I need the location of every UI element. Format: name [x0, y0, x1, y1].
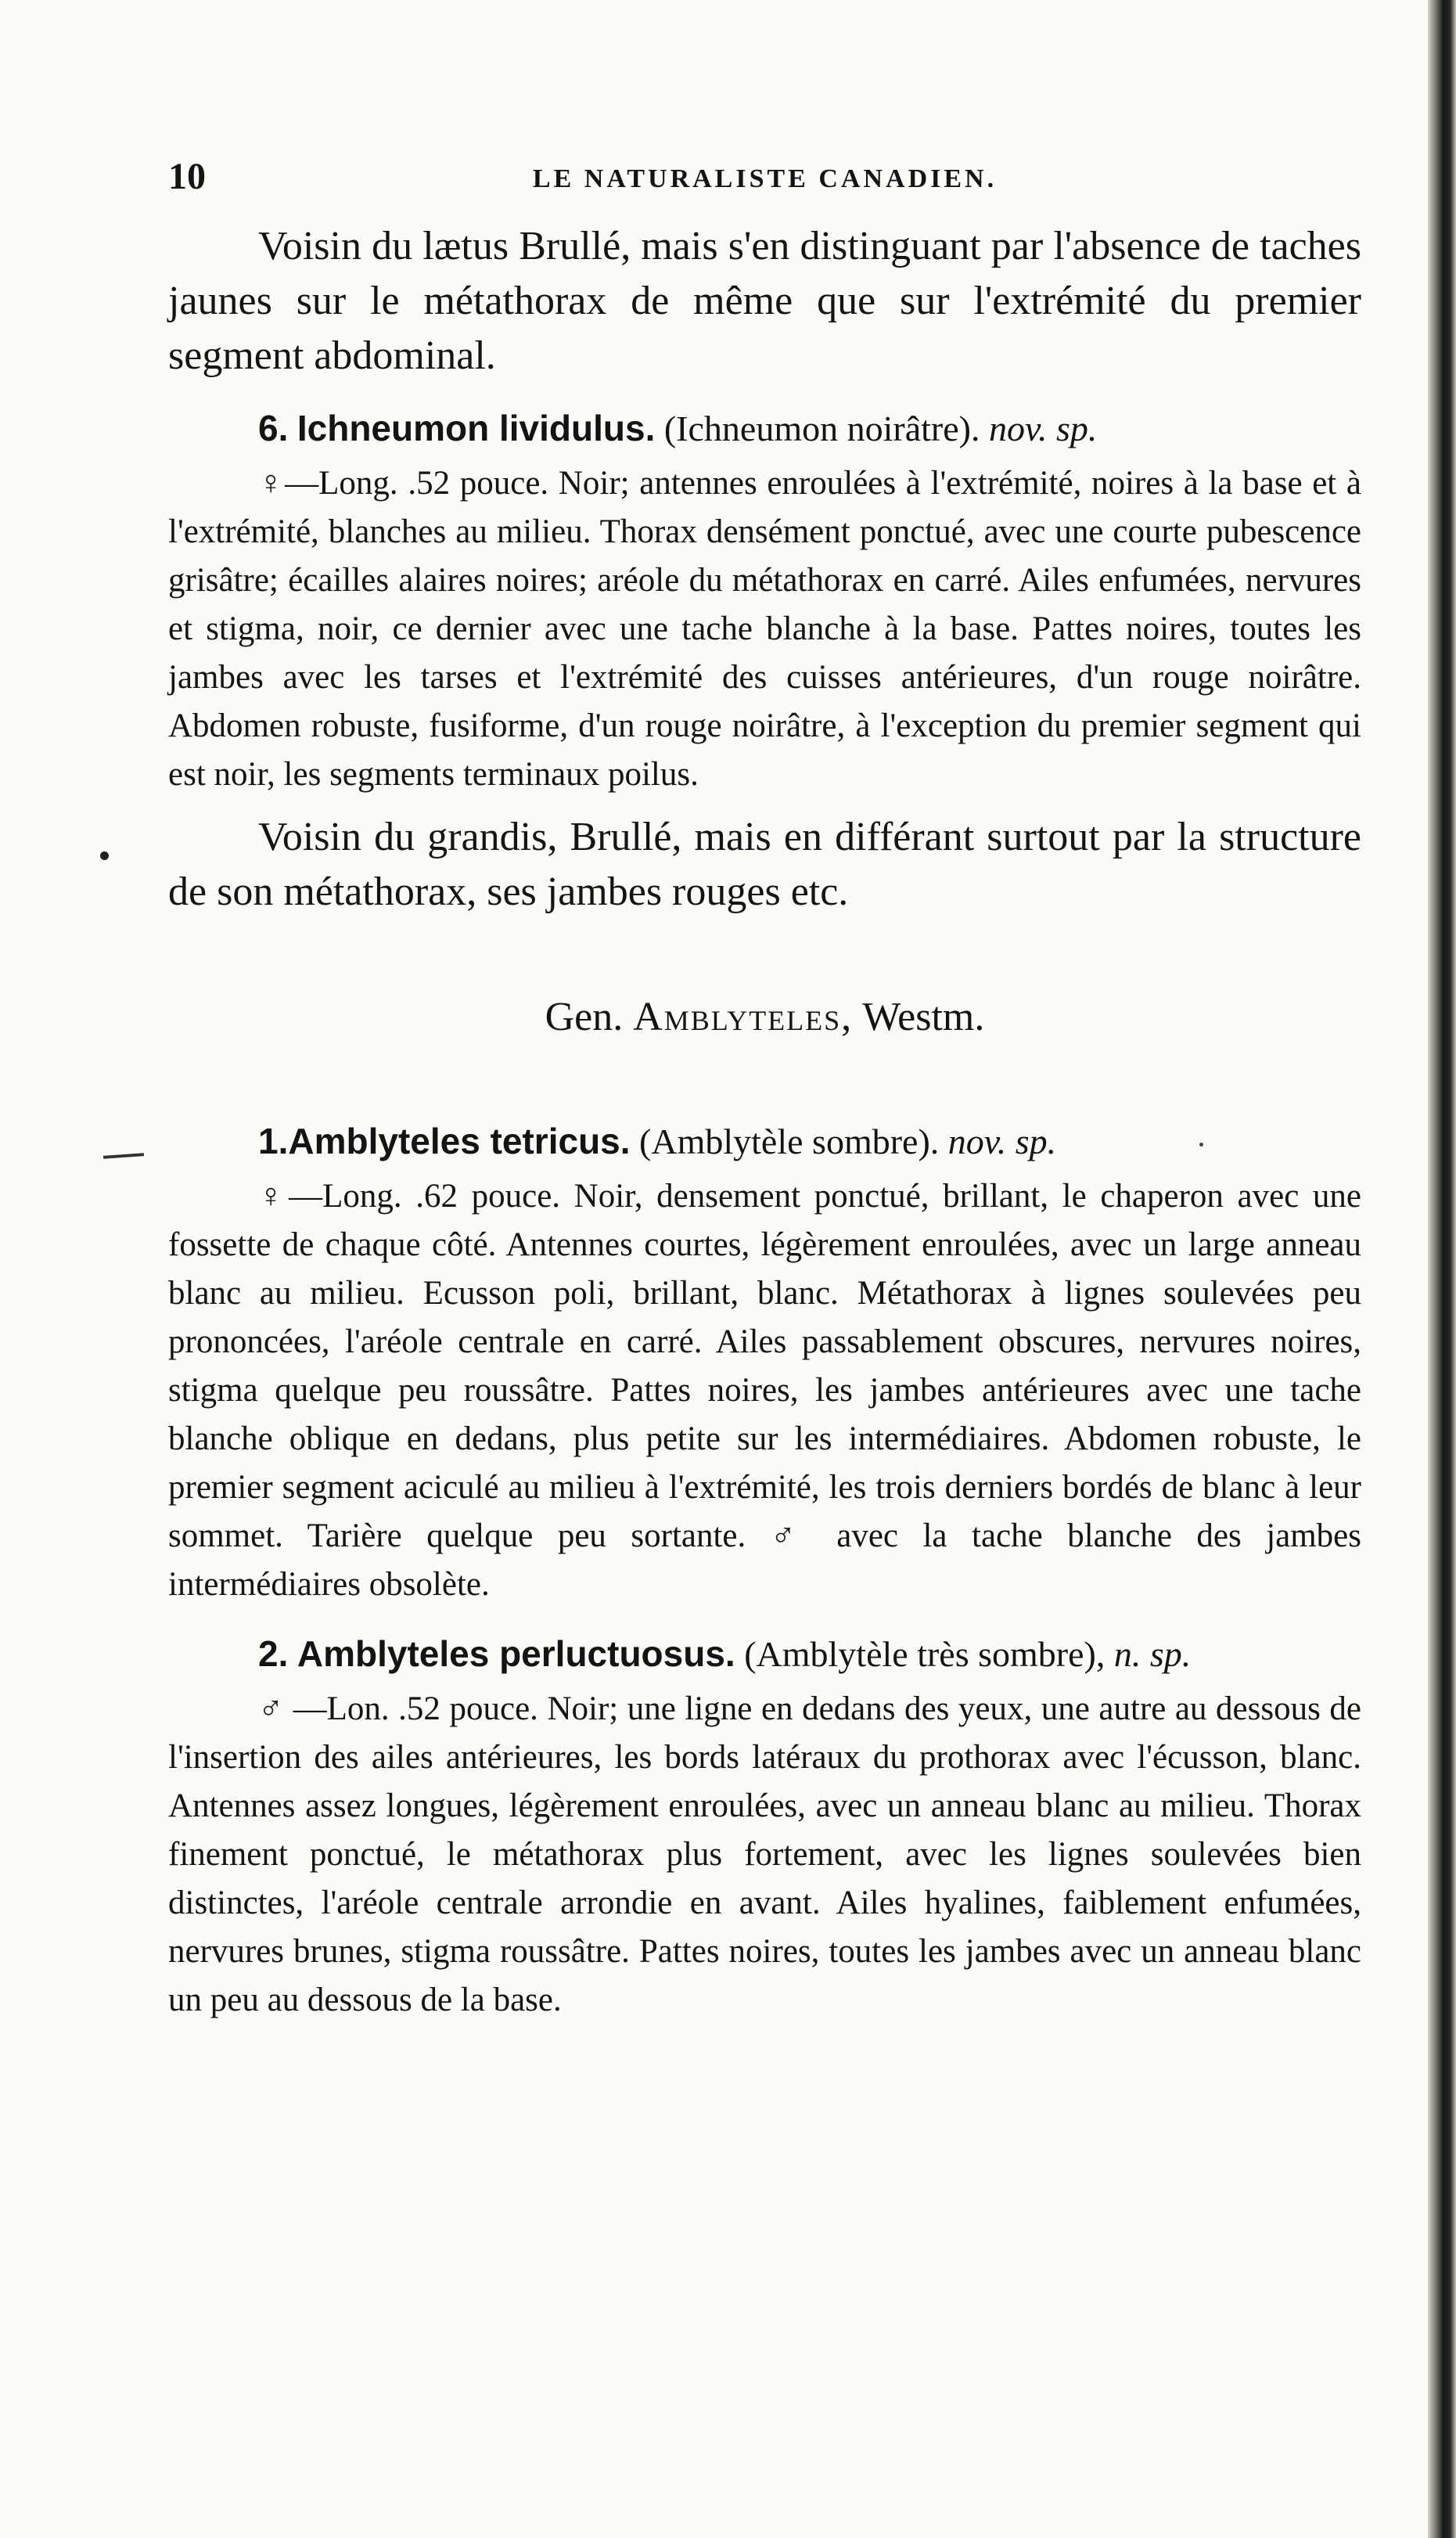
- running-head: [168, 149, 1361, 203]
- species-name: Ichneumon lividulus.: [297, 408, 656, 448]
- species-heading-perluctuosus: [168, 1628, 1361, 1680]
- page-body: [168, 149, 1361, 2025]
- margin-mark: [100, 851, 109, 860]
- journal-title: LE NATURALISTE CANADIEN.: [532, 164, 998, 193]
- species-description: ♀—Long. .52 pouce. Noir; antennes enroulées à l'extrémité, noires à la base et à l'extrémité, blanches au milieu. Thorax densément ponctué, avec une courte pubescence grisâtre; écailles alaires noires; aréole du métathorax en carré. Ailes enfumées, nervures et stigma, noir, ce dernier avec une tache blanche à la base. Pattes noires, toutes les jambes avec les tarses et l'extrémité des cuisses antérieures, d'un rouge noirâtre. Abdomen robuste, fusiforme, d'un rouge noirâtre, à l'exception du premier segment qui est noir, les segments terminaux poilus.: [168, 465, 1361, 793]
- species-status: nov. sp.: [947, 1121, 1057, 1161]
- species-number: 1.: [258, 1121, 289, 1161]
- book-spine-edge: [1428, 0, 1456, 2538]
- genus-heading: [168, 990, 1361, 1045]
- species-name: Amblyteles tetricus.: [288, 1121, 631, 1161]
- species-common-name: (Amblytèle sombre).: [639, 1121, 940, 1161]
- genus-author: Westm.: [862, 995, 985, 1039]
- species-heading-lividulus: [168, 402, 1361, 455]
- species-heading-tetricus: [168, 1115, 1361, 1168]
- species-note: Voisin du grandis, Brullé, mais en différant surtout par la structure de son métathorax, ses jambes rouges etc.: [168, 815, 1361, 914]
- species-name: Amblyteles perluctuosus.: [297, 1633, 735, 1674]
- species-status: n. sp.: [1113, 1634, 1192, 1674]
- genus-name: Amblyteles,: [633, 995, 854, 1039]
- margin-mark: [103, 1153, 144, 1159]
- species-common-name: (Ichneumon noirâtre).: [663, 409, 980, 448]
- page-number: 10: [168, 156, 206, 197]
- species-number: 6.: [258, 408, 289, 448]
- species-status: nov. sp.: [988, 409, 1098, 448]
- species-description: ♂ —Lon. .52 pouce. Noir; une ligne en dedans des yeux, une autre au dessous de l'insertion des ailes antérieures, les bords latéraux du prothorax avec l'écusson, blanc. Antennes assez longues, légèrement enroulées, avec un anneau blanc au milieu. Thorax finement ponctué, le métathorax plus fortement, avec les lignes soulevées bien distinctes, l'aréole centrale arrondie en avant. Ailes hyalines, faiblement enfumées, nervures brunes, stigma roussâtre. Pattes noires, toutes les jambes avec un anneau blanc un peu au dessous de la base.: [168, 1690, 1361, 2018]
- species-common-name: (Amblytèle très sombre),: [744, 1634, 1105, 1674]
- intro-paragraph: Voisin du lætus Brullé, mais s'en distinguant par l'absence de taches jaunes sur le métathorax de même que sur l'extrémité du premier segment abdominal.: [168, 224, 1361, 378]
- species-description: ♀—Long. .62 pouce. Noir, densement ponctué, brillant, le chaperon avec une fossette de chaque côté. Antennes courtes, légèrement enroulées, avec un large anneau blanc au milieu. Ecusson poli, brillant, blanc. Métathorax à lignes soulevées peu prononcées, l'aréole centrale en carré. Ailes passablement obscures, nervures noires, stigma quelque peu roussâtre. Pattes noires, les jambes antérieures avec une tache blanche oblique en dedans, plus petite sur les intermédiaires. Abdomen robuste, le premier segment aciculé au milieu à l'extrémité, les trois derniers bordés de blanc à leur sommet. Tarière quelque peu sortante. ♂ avec la tache blanche des jambes intermédiaires obsolète.: [168, 1178, 1361, 1603]
- species-number: 2.: [258, 1633, 289, 1674]
- genus-prefix: Gen.: [545, 995, 624, 1039]
